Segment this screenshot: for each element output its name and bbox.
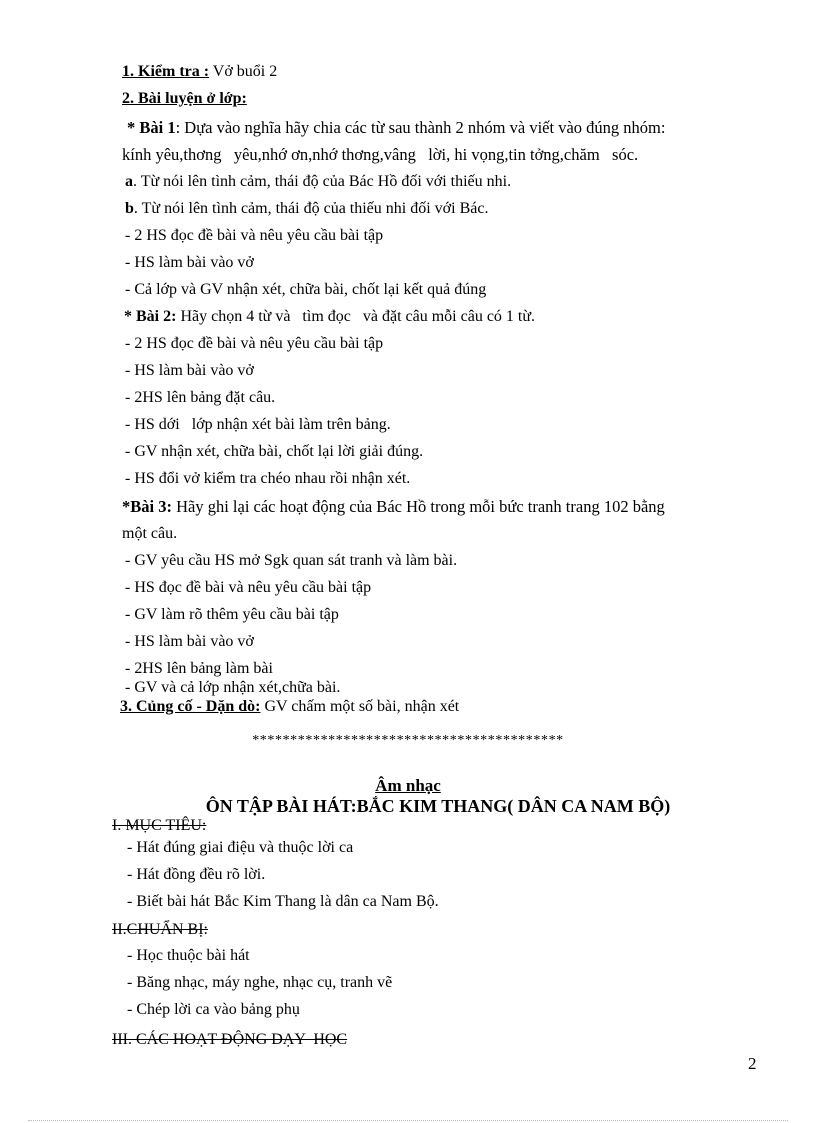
bai1-text: : Dựa vào nghĩa hãy chia các từ sau thành 2 nhóm và viết vào đúng nhóm: — [175, 118, 666, 137]
objective-item: - Biết bài hát Bắc Kim Thang là dân ca Nam Bộ. — [127, 893, 439, 910]
prep-item: - Chép lời ca vào bảng phụ — [127, 1001, 300, 1018]
bai3-prompt — [122, 497, 665, 517]
section-2-title: 2. Bài luyện ở lớp: — [122, 90, 247, 107]
section-1-text: Vở buổi 2 — [209, 63, 278, 80]
star-separator: ***************************************** — [252, 733, 564, 748]
objectives-title: I. MỤC TIÊU: — [112, 817, 207, 834]
section-3-text: GV chấm một số bài, nhận xét — [260, 698, 460, 715]
activities-title: III. CÁC HOẠT ĐỘNG DẠY HỌC — [112, 1031, 348, 1048]
bai2-step: - 2HS lên bảng đặt câu. — [125, 389, 276, 406]
bai1-step: - HS làm bài vào vở — [125, 254, 254, 271]
objective-item: - Hát đồng đều rõ lời. — [127, 866, 266, 883]
bai1-b-label: b — [125, 200, 134, 217]
bai2-step: - HS dới lớp nhận xét bài làm trên bảng. — [125, 416, 391, 433]
bai2-step: - GV nhận xét, chữa bài, chốt lại lời giải đúng. — [125, 443, 424, 460]
bai3-step: - HS làm bài vào vở — [125, 633, 254, 650]
prep-title: II.CHUẨN BỊ: — [112, 921, 208, 938]
bai3-text: Hãy ghi lại các hoạt động của Bác Hồ trong mỗi bức tranh trang 102 bằng — [171, 497, 665, 516]
prep-item: - Học thuộc bài hát — [127, 947, 250, 964]
bai1-part-b — [125, 199, 488, 219]
page-bottom-border — [28, 1120, 788, 1121]
bai2-step: - HS làm bài vào vở — [125, 362, 254, 379]
bai2-prompt — [124, 307, 535, 327]
bai1-part-a — [125, 172, 511, 192]
bai2-label: * Bài 2: — [124, 308, 177, 325]
section-3-line — [120, 697, 459, 717]
bai3-step: - HS đọc đề bài và nêu yêu cầu bài tập — [125, 579, 372, 596]
section-1-line — [122, 62, 277, 82]
bai2-step: - 2 HS đọc đề bài và nêu yêu cầu bài tập — [125, 335, 384, 352]
bai1-step: - 2 HS đọc đề bài và nêu yêu cầu bài tập — [125, 227, 384, 244]
bai3-text-cont: một câu. — [122, 525, 178, 542]
prep-item: - Băng nhạc, máy nghe, nhạc cụ, tranh vẽ — [127, 974, 393, 991]
music-title: ÔN TẬP BÀI HÁT:BẮC KIM THANG( DÂN CA NAM BỘ) — [205, 796, 671, 816]
bai1-words: kính yêu,thơng yêu,nhớ ơn,nhớ thơng,vâng lời, hi vọng,tin tởng,chăm sóc. — [122, 145, 639, 164]
bai1-a-text: . Từ nói lên tình cảm, thái độ của Bác Hồ đối với thiếu nhi. — [133, 173, 512, 190]
bai1-a-label: a — [125, 173, 133, 190]
bai2-text: Hãy chọn 4 từ và tìm đọc và đặt câu mỗi câu có 1 từ. — [176, 308, 536, 325]
section-3-title: 3. Củng cố - Dặn dò: — [120, 698, 261, 715]
bai3-step: - 2HS lên bảng làm bài — [125, 660, 273, 677]
bai2-step: - HS đổi vở kiểm tra chéo nhau rồi nhận xét. — [125, 470, 411, 487]
bai3-step: - GV và cả lớp nhận xét,chữa bài. — [125, 679, 341, 696]
bai3-step: - GV làm rõ thêm yêu cầu bài tập — [125, 606, 339, 623]
objective-item: - Hát đúng giai điệu và thuộc lời ca — [127, 839, 354, 856]
bai3-step: - GV yêu cầu HS mở Sgk quan sát tranh và làm bài. — [125, 552, 458, 569]
bai1-prompt — [127, 118, 665, 138]
section-1-title: 1. Kiểm tra : — [122, 63, 210, 80]
bai3-label: *Bài 3: — [122, 497, 172, 516]
bai1-label: * Bài 1 — [127, 118, 176, 137]
music-subject: Âm nhạc — [375, 776, 441, 795]
bai1-b-text: . Từ nói lên tình cảm, thái độ của thiếu nhi đối với Bác. — [133, 200, 489, 217]
bai1-step: - Cả lớp và GV nhận xét, chữa bài, chốt lại kết quả đúng — [125, 281, 487, 298]
page-number: 2 — [748, 1054, 757, 1073]
